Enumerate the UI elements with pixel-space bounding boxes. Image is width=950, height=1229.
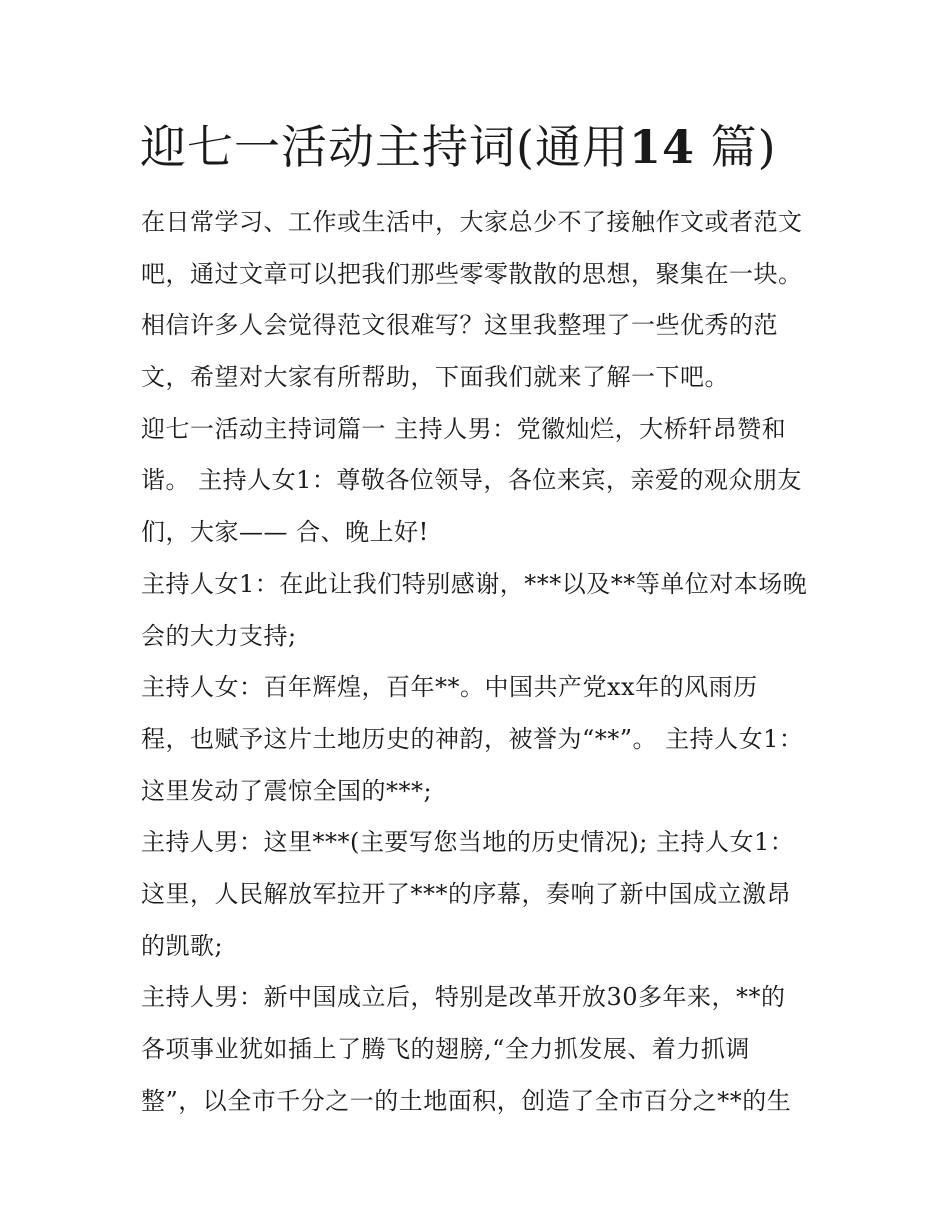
text-line: 程，也赋予这片土地历史的神韵，被誉为“**”。 主持人女1： [141, 724, 804, 753]
text-line: 迎七一活动主持词篇一 主持人男：党徽灿烂，大桥轩昂赞和 [141, 414, 787, 443]
text-line: 整”，以全市千分之一的土地面积，创造了全市百分之**的生 [141, 1086, 792, 1115]
text-line: 吧，通过文章可以把我们那些零零散散的思想，聚集在一块。 [141, 259, 803, 288]
title-number: 14 [628, 120, 695, 174]
text-line: 会的大力支持; [141, 621, 297, 650]
text-line: 在日常学习、工作或生活中，大家总少不了接触作文或者范文 [141, 208, 803, 236]
text-line: 谐。 主持人女1：尊敬各位领导，各位来宾，亲爱的观众朋友 [141, 466, 802, 495]
text-line: 各项事业犹如插上了腾飞的翅膀,“全力抓发展、着力抓调 [141, 1035, 750, 1063]
document-body [141, 197, 821, 1127]
page-title [140, 117, 777, 177]
text-line: 主持人男：新中国成立后，特别是改革开放30多年来，**的 [141, 983, 786, 1012]
title-suffix: 篇) [710, 120, 777, 174]
text-line: 文，希望对大家有所帮助，下面我们就来了解一下吧。 [141, 363, 729, 392]
text-line: 主持人男：这里***(主要写您当地的历史情况); 主持人女1： [141, 828, 795, 857]
text-line: 相信许多人会觉得范文很难写？这里我整理了一些优秀的范 [141, 311, 778, 340]
text-line: 们，大家—— 合、晚上好! [141, 518, 429, 547]
text-line: 主持人女1：在此让我们特别感谢，***以及**等单位对本场晚 [141, 569, 808, 598]
title-text: 迎七一活动主持词(通用 [140, 120, 629, 174]
text-line: 这里，人民解放军拉开了***的序幕，奏响了新中国成立激昂 [141, 879, 791, 908]
text-line: 主持人女：百年辉煌，百年**。中国共产党xx年的风雨历 [141, 673, 758, 702]
text-line: 的凯歌; [141, 931, 224, 960]
text-line: 这里发动了震惊全国的***; [141, 776, 433, 805]
